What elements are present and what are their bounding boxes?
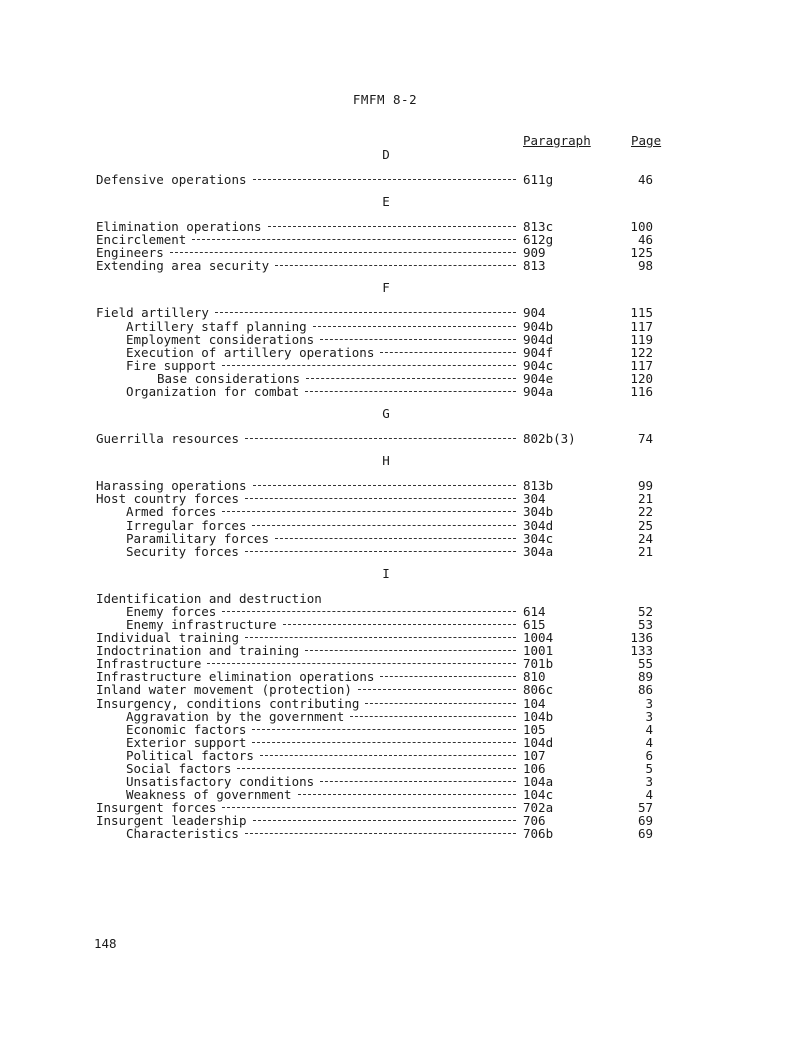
entry-page: 100 xyxy=(630,219,653,235)
entry-paragraph: 104c xyxy=(523,787,554,803)
dash-leader xyxy=(245,498,516,499)
entry-paragraph: 105 xyxy=(523,721,546,737)
entry-page: 6 xyxy=(645,747,653,763)
entry-page: 122 xyxy=(630,344,653,360)
index-entry xyxy=(96,736,696,749)
entry-page: 115 xyxy=(630,305,653,321)
entry-label: Engineers xyxy=(96,245,164,261)
entry-page: 89 xyxy=(637,669,653,685)
entry-page: 117 xyxy=(630,318,653,334)
entry-page: 4 xyxy=(645,787,653,803)
index-entry xyxy=(96,385,696,398)
entry-page: 46 xyxy=(637,172,653,187)
entry-paragraph: 904b xyxy=(523,318,554,334)
entry-paragraph: 304a xyxy=(523,543,554,559)
page-number: 148 xyxy=(94,936,117,951)
dash-leader xyxy=(222,611,516,612)
index-entry xyxy=(96,306,696,319)
dash-leader xyxy=(365,703,516,704)
paragraph-column-heading: Paragraph xyxy=(523,133,591,148)
entry-label: Security forces xyxy=(126,543,239,559)
entry-label: Identification and destruction xyxy=(96,590,322,606)
entry-page: 136 xyxy=(630,630,653,646)
entry-page: 3 xyxy=(645,695,653,711)
dash-leader xyxy=(380,352,516,353)
dash-leader xyxy=(313,326,516,327)
entry-page: 21 xyxy=(637,543,653,559)
dash-leader xyxy=(253,820,516,821)
entry-page: 5 xyxy=(645,761,653,776)
entry-label: Enemy infrastructure xyxy=(126,616,277,632)
dash-leader xyxy=(252,525,516,526)
entry-page: 116 xyxy=(630,384,653,400)
entry-paragraph: 106 xyxy=(523,761,546,776)
index-entry xyxy=(96,697,696,710)
index-section xyxy=(96,147,696,190)
entry-page: 24 xyxy=(637,530,653,546)
entry-label: Paramilitary forces xyxy=(126,530,269,546)
entry-paragraph: 104a xyxy=(523,774,554,790)
dash-leader xyxy=(350,716,516,717)
entry-paragraph: 701b xyxy=(523,656,554,672)
entry-label: Insurgent forces xyxy=(96,800,217,816)
dash-leader xyxy=(275,265,516,266)
entry-label: Execution of artillery operations xyxy=(126,344,375,360)
entry-page: 22 xyxy=(637,504,653,520)
dash-leader xyxy=(215,312,516,313)
entry-label: Exterior support xyxy=(126,734,247,750)
dash-leader xyxy=(237,768,516,769)
entry-page: 125 xyxy=(630,245,653,261)
entry-label: Elimination operations xyxy=(96,219,262,235)
entry-paragraph: 1004 xyxy=(523,630,554,646)
dash-leader xyxy=(253,485,516,486)
entry-page: 69 xyxy=(637,826,653,842)
index-entry xyxy=(96,827,696,840)
entry-label: Unsatisfactory conditions xyxy=(126,774,315,790)
dash-leader xyxy=(245,833,516,834)
entry-paragraph: 1001 xyxy=(523,643,554,659)
page-title: FMFM 8-2 xyxy=(352,92,418,107)
entry-paragraph: 802b(3) xyxy=(523,431,576,447)
entry-paragraph: 909 xyxy=(523,245,546,261)
entry-label: Armed forces xyxy=(126,504,217,520)
entry-label: Infrastructure elimination operations xyxy=(96,669,375,685)
entry-label: Host country forces xyxy=(96,491,239,507)
entry-paragraph: 702a xyxy=(523,800,554,816)
entry-page: 52 xyxy=(637,603,653,619)
section-letter: I xyxy=(382,565,390,581)
dash-leader xyxy=(298,794,516,795)
entry-label: Weakness of government xyxy=(126,787,292,803)
index-entry xyxy=(96,233,696,246)
dash-leader xyxy=(268,226,516,227)
entry-label: Infrastructure xyxy=(96,656,202,672)
entry-label: Employment considerations xyxy=(126,331,315,347)
entry-page: 55 xyxy=(637,656,653,672)
entry-paragraph: 904c xyxy=(523,357,554,373)
index-entry xyxy=(96,220,696,233)
dash-leader xyxy=(222,511,516,512)
entry-paragraph: 615 xyxy=(523,616,546,632)
index-entry xyxy=(96,359,696,372)
index-section xyxy=(96,566,696,845)
dash-leader xyxy=(283,624,516,625)
index-section xyxy=(96,406,696,449)
dash-leader xyxy=(222,807,516,808)
entry-paragraph: 612g xyxy=(523,232,554,248)
entry-label: Insurgent leadership xyxy=(96,813,247,829)
dash-leader xyxy=(245,637,516,638)
entry-page: 4 xyxy=(645,734,653,750)
index-entry xyxy=(96,710,696,723)
entry-paragraph: 904a xyxy=(523,384,554,400)
entry-page: 69 xyxy=(637,813,653,829)
entry-page: 120 xyxy=(630,370,653,386)
entry-paragraph: 706 xyxy=(523,813,546,829)
index-entry xyxy=(96,683,696,696)
entry-label: Extending area security xyxy=(96,258,270,274)
entry-page: 57 xyxy=(637,800,653,816)
entry-label: Enemy forces xyxy=(126,603,217,619)
section-letter: D xyxy=(382,147,390,162)
entry-page: 86 xyxy=(637,682,653,698)
entry-page: 21 xyxy=(637,491,653,507)
entry-page: 119 xyxy=(630,331,653,347)
entry-paragraph: 304c xyxy=(523,530,554,546)
dash-leader xyxy=(260,755,516,756)
entry-page: 99 xyxy=(637,478,653,494)
entry-label: Guerrilla resources xyxy=(96,431,239,447)
dash-leader xyxy=(305,650,516,651)
entry-page: 3 xyxy=(645,708,653,724)
entry-label: Irregular forces xyxy=(126,517,247,533)
dash-leader xyxy=(222,365,516,366)
entry-page: 117 xyxy=(630,357,653,373)
page-column-heading: Page xyxy=(631,133,662,148)
entry-paragraph: 304d xyxy=(523,517,554,533)
dash-leader xyxy=(170,252,516,253)
entry-paragraph: 107 xyxy=(523,747,546,763)
entry-page: 4 xyxy=(645,721,653,737)
entry-paragraph: 614 xyxy=(523,603,546,619)
index-entry xyxy=(96,545,696,558)
index-entry xyxy=(96,173,696,186)
index-section xyxy=(96,194,696,276)
index-entry xyxy=(96,259,696,272)
index-entry xyxy=(96,505,696,518)
index-entry xyxy=(96,723,696,736)
entry-paragraph: 810 xyxy=(523,669,546,685)
entry-page: 53 xyxy=(637,616,653,632)
entry-paragraph: 706b xyxy=(523,826,554,842)
section-letter: H xyxy=(382,453,390,469)
section-letter: G xyxy=(382,406,390,422)
entry-page: 3 xyxy=(645,774,653,790)
entry-page: 98 xyxy=(637,258,653,274)
entry-label: Fire support xyxy=(126,357,217,373)
entry-paragraph: 104 xyxy=(523,695,546,711)
index-section xyxy=(96,453,696,562)
index-entry xyxy=(96,346,696,359)
entry-label: Political factors xyxy=(126,747,254,763)
entry-paragraph: 813c xyxy=(523,219,554,235)
dash-leader xyxy=(320,339,516,340)
section-letter: E xyxy=(382,194,390,210)
index-section xyxy=(96,280,696,402)
entry-label: Defensive operations xyxy=(96,172,247,187)
index-entry xyxy=(96,320,696,333)
entry-label: Harassing operations xyxy=(96,478,247,494)
dash-leader xyxy=(252,729,516,730)
section-letter: F xyxy=(382,280,390,296)
dash-leader xyxy=(245,438,516,439)
entry-paragraph: 304b xyxy=(523,504,554,520)
dash-leader xyxy=(320,781,516,782)
index-list xyxy=(96,143,696,845)
entry-paragraph: 104b xyxy=(523,708,554,724)
entry-paragraph: 104d xyxy=(523,734,554,750)
entry-label: Inland water movement (protection) xyxy=(96,682,352,698)
dash-leader xyxy=(380,676,516,677)
entry-page: 74 xyxy=(637,431,653,447)
index-entry xyxy=(96,605,696,618)
entry-label: Artillery staff planning xyxy=(126,318,307,334)
entry-label: Economic factors xyxy=(126,721,247,737)
entry-paragraph: 904f xyxy=(523,344,554,360)
entry-label: Aggravation by the government xyxy=(126,708,345,724)
entry-label: Organization for combat xyxy=(126,384,300,400)
entry-paragraph: 904d xyxy=(523,331,554,347)
entry-label: Encirclement xyxy=(96,232,187,248)
entry-label: Social factors xyxy=(126,761,232,776)
dash-leader xyxy=(358,689,516,690)
entry-page: 133 xyxy=(630,643,653,659)
entry-label: Base considerations xyxy=(157,370,300,386)
entry-label: Insurgency, conditions contributing xyxy=(96,695,360,711)
index-entry xyxy=(96,432,696,445)
entry-paragraph: 806c xyxy=(523,682,554,698)
entry-paragraph: 904e xyxy=(523,370,554,386)
index-entry xyxy=(96,519,696,532)
index-entry xyxy=(96,532,696,545)
dash-leader xyxy=(306,378,516,379)
index-entry xyxy=(96,592,696,605)
entry-paragraph: 904 xyxy=(523,305,546,321)
dash-leader xyxy=(245,551,516,552)
entry-label: Field artillery xyxy=(96,305,209,321)
dash-leader xyxy=(253,179,516,180)
entry-label: Characteristics xyxy=(126,826,239,842)
entry-label: Indoctrination and training xyxy=(96,643,300,659)
dash-leader xyxy=(192,239,516,240)
entry-page: 46 xyxy=(637,232,653,248)
entry-paragraph: 813 xyxy=(523,258,546,274)
index-entry xyxy=(96,333,696,346)
entry-paragraph: 813b xyxy=(523,478,554,494)
entry-paragraph: 611g xyxy=(523,172,554,187)
entry-paragraph: 304 xyxy=(523,491,546,507)
dash-leader xyxy=(252,742,516,743)
dash-leader xyxy=(207,663,516,664)
entry-page: 25 xyxy=(637,517,653,533)
dash-leader xyxy=(275,538,516,539)
entry-label: Individual training xyxy=(96,630,239,646)
dash-leader xyxy=(305,391,516,392)
